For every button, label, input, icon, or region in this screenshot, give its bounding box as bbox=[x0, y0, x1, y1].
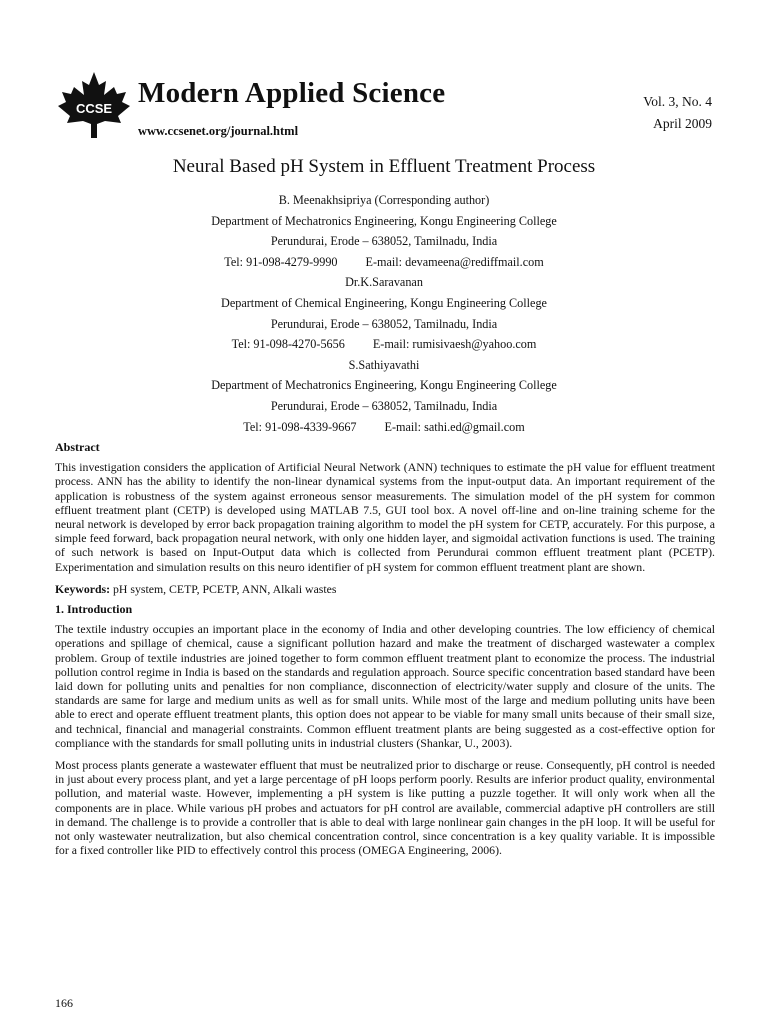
author-2-name: Dr.K.Saravanan bbox=[345, 275, 423, 290]
page-number: 166 bbox=[55, 996, 73, 1010]
author-3-name: S.Sathiyavathi bbox=[348, 357, 420, 372]
issue-date: April 2009 bbox=[653, 116, 712, 131]
author-2-tel: Tel: 91-098-4270-5656 bbox=[231, 337, 345, 352]
author-3-address: Perundurai, Erode – 638052, Tamilnadu, India bbox=[270, 398, 498, 413]
abstract-heading: Abstract bbox=[55, 440, 100, 454]
author-1-tel: Tel: 91-098-4279-9990 bbox=[224, 254, 338, 269]
author-block bbox=[0, 190, 768, 437]
author-2-department: Department of Chemical Engineering, Kongu Engineering College bbox=[221, 295, 547, 310]
introduction-heading: 1. Introduction bbox=[55, 602, 133, 617]
author-1-address: Perundurai, Erode – 638052, Tamilnadu, India bbox=[270, 234, 498, 249]
keywords-text: pH system, CETP, PCETP, ANN, Alkali wastes bbox=[110, 581, 337, 596]
author-1-name: B. Meenakhsipriya (Corresponding author) bbox=[278, 193, 490, 207]
author-1-department: Department of Mechatronics Engineering, Kongu Engineering College bbox=[211, 213, 557, 228]
paper-body bbox=[55, 440, 715, 865]
maple-leaf-logo-icon bbox=[56, 70, 132, 140]
author-3-contact bbox=[0, 417, 768, 438]
author-3-tel: Tel: 91-098-4339-9667 bbox=[243, 419, 357, 434]
journal-url-link[interactable]: www.ccsenet.org/journal.html bbox=[138, 124, 299, 138]
author-2-address: Perundurai, Erode – 638052, Tamilnadu, India bbox=[270, 316, 498, 331]
author-3-email[interactable]: E-mail: sathi.ed@gmail.com bbox=[384, 419, 525, 434]
journal-header bbox=[56, 70, 716, 140]
author-2-contact bbox=[0, 334, 768, 355]
introduction-paragraph-1: The textile industry occupies an important place in the economy of India and other developing countries. The low efficiency of chemical operations and spillage of chemical, cause a significant pollution hazard and make the treatment of discharged wastewater a complex problem. Group of textile industries are joined together to form common effluent treatment plant to economize the process. The industrial pollution control regime in India is based on the standards and regulation approach. Source specific concentration based standard have been laid down for polluting units and penalties for non compliance, disconnection of electricity/water supply and closure of the units. The standards are same for large and medium units as well as for small units. While most of the large and medium polluting units have been able to erect and operate effluent treatment plants, this option does not appear to be viable for many small units because of their small size, and technical, financial and managerial constraints. Common effluent treatment plants are being suggested as a cost-effective option for compliance with the standards for small polluting units in industrial clusters (Shankar, U., 2003). bbox=[55, 622, 715, 750]
volume-label: Vol. 3, No. 4 bbox=[643, 94, 712, 109]
paper-title: Neural Based pH System in Effluent Treatment Process bbox=[172, 156, 596, 177]
keywords-line bbox=[55, 582, 715, 596]
author-2-email[interactable]: E-mail: rumisivaesh@yahoo.com bbox=[372, 337, 537, 352]
introduction-paragraph-2: Most process plants generate a wastewater effluent that must be neutralized prior to discharge or reuse. Consequently, pH control is needed in just about every process plant, and yet a large percentage of pH loops perform poorly. Results are inferior product quality, environmental pollution, and material waste. However, implementing a pH system is like putting a puzzle together. It will only work when all the components are in place. While various pH probes and actuators for pH control are available, commercial adaptive pH controllers are still in demand. The challenge is to provide a controller that is able to deal with large nonlinear gain changes in the pH loop. It will be useful for not only wastewater neutralization, but also chemical concentration control, since concentration is a key quality variable. It is impossible for a fixed controller like PID to effectively control this process (OMEGA Engineering, 2006). bbox=[55, 758, 715, 858]
author-1-email[interactable]: E-mail: devameena@rediffmail.com bbox=[365, 254, 544, 269]
abstract-text: This investigation considers the application of Artificial Neural Network (ANN) techniques to estimate the pH value for effluent treatment process. ANN has the ability to identify the non-linear dynamical systems from the input-output data. An important requirement of the application is robustness of the system against erroneous sensor measurements. The simulation model of the pH system for common effluent treatment plant (CETP) is developed using MATLAB 7.5, GUI tool box. A novel off-line and on-line training scheme for the neural network is developed by error back propagation training algorithm to model the pH system for CETP, accurately. For this purpose, a simple feed forward, back propagation neural network, with only one hidden layer, and sigmoidal activation functions is used. The training of such network is based on Input-Output data which is collected from Perundurai common effluent treatment plant (PCETP). Experimentation and simulation results on this neuro identifier of pH system for common effluent treatment plant are shown. bbox=[55, 460, 715, 574]
journal-title: Modern Applied Science bbox=[138, 77, 446, 109]
keywords-label: Keywords: bbox=[55, 581, 111, 596]
author-3-department: Department of Mechatronics Engineering, Kongu Engineering College bbox=[211, 378, 557, 393]
logo-text: CCSE bbox=[75, 101, 113, 116]
author-1-contact bbox=[0, 252, 768, 273]
